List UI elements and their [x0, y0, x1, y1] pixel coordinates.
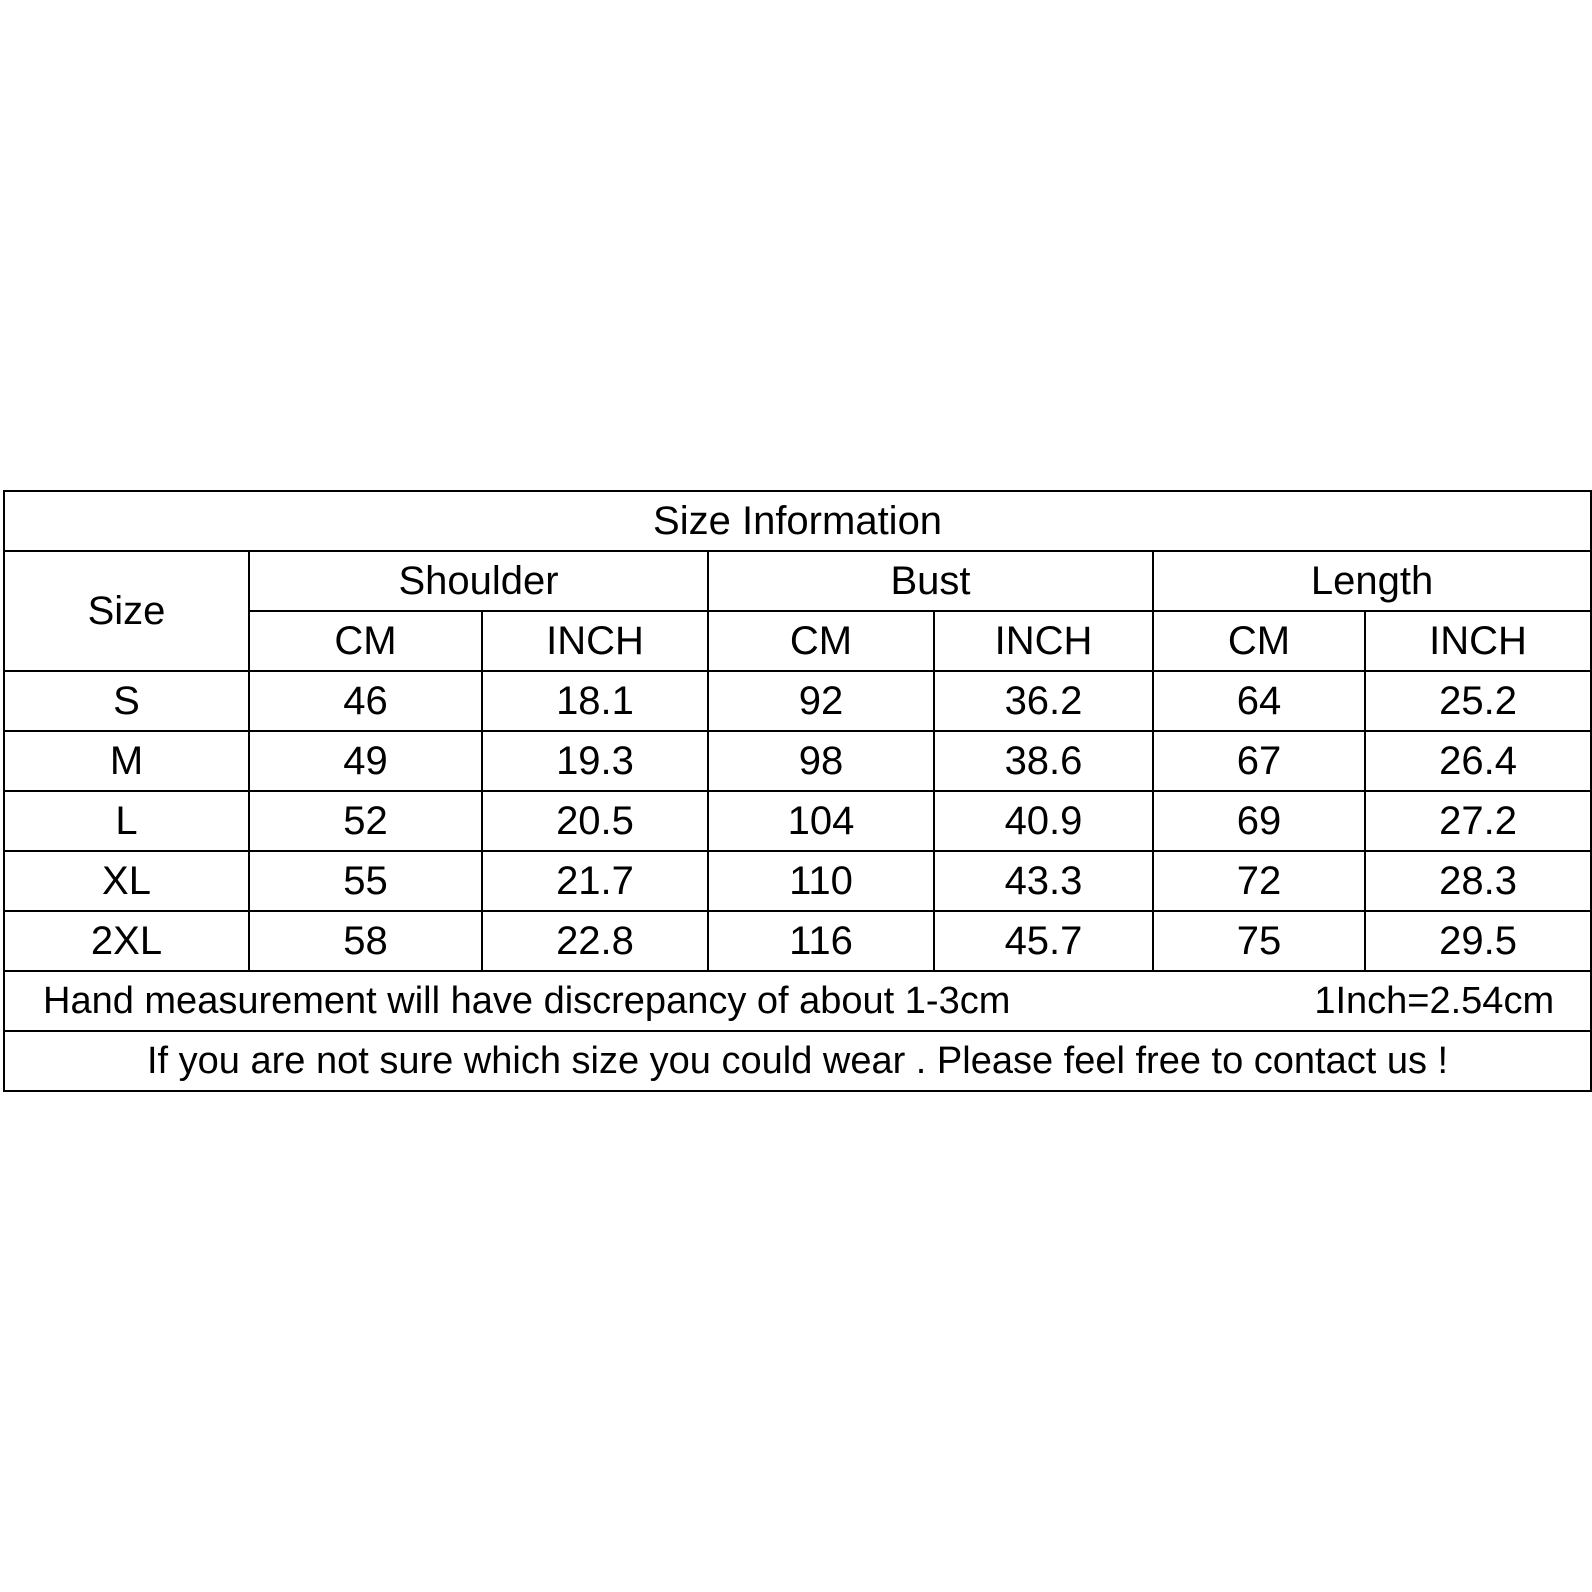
table-row	[4, 851, 1591, 911]
shoulder-cm-cell: 58	[249, 911, 482, 971]
bust-cm-cell: 110	[708, 851, 934, 911]
bust-inch-cell: 38.6	[934, 731, 1153, 791]
size-label: L	[4, 791, 249, 851]
length-group-header: Length	[1153, 551, 1591, 611]
note-cell	[4, 971, 1591, 1031]
length-inch-cell: 27.2	[1365, 791, 1591, 851]
shoulder-cm-cell: 52	[249, 791, 482, 851]
shoulder-inch-cell: 21.7	[482, 851, 708, 911]
size-label: M	[4, 731, 249, 791]
shoulder-cm-cell: 55	[249, 851, 482, 911]
length-inch-cell: 28.3	[1365, 851, 1591, 911]
bust-inch-header: INCH	[934, 611, 1153, 671]
shoulder-inch-cell: 18.1	[482, 671, 708, 731]
bust-inch-cell: 36.2	[934, 671, 1153, 731]
size-label: XL	[4, 851, 249, 911]
table-row	[4, 731, 1591, 791]
bust-group-header: Bust	[708, 551, 1153, 611]
table-row	[4, 911, 1591, 971]
shoulder-inch-cell: 22.8	[482, 911, 708, 971]
length-inch-header: INCH	[1365, 611, 1591, 671]
length-inch-cell: 25.2	[1365, 671, 1591, 731]
table-title: Size Information	[4, 491, 1591, 551]
table-row	[4, 671, 1591, 731]
size-chart-body	[4, 491, 1591, 1091]
group-header-row	[4, 551, 1591, 611]
bust-cm-header: CM	[708, 611, 934, 671]
bust-inch-cell: 40.9	[934, 791, 1153, 851]
bust-cm-cell: 98	[708, 731, 934, 791]
shoulder-cm-cell: 46	[249, 671, 482, 731]
bust-cm-cell: 104	[708, 791, 934, 851]
shoulder-inch-cell: 20.5	[482, 791, 708, 851]
length-cm-cell: 72	[1153, 851, 1365, 911]
contact-row	[4, 1031, 1591, 1091]
shoulder-cm-header: CM	[249, 611, 482, 671]
size-column-header: Size	[4, 551, 249, 671]
size-label: 2XL	[4, 911, 249, 971]
size-chart-table	[3, 490, 1592, 1092]
length-cm-header: CM	[1153, 611, 1365, 671]
bust-cm-cell: 116	[708, 911, 934, 971]
shoulder-inch-cell: 19.3	[482, 731, 708, 791]
size-label: S	[4, 671, 249, 731]
title-row	[4, 491, 1591, 551]
length-cm-cell: 75	[1153, 911, 1365, 971]
length-inch-cell: 26.4	[1365, 731, 1591, 791]
length-cm-cell: 69	[1153, 791, 1365, 851]
length-inch-cell: 29.5	[1365, 911, 1591, 971]
bust-inch-cell: 45.7	[934, 911, 1153, 971]
table-row	[4, 791, 1591, 851]
inch-conversion-note: 1Inch=2.54cm	[1314, 980, 1555, 1022]
length-cm-cell: 64	[1153, 671, 1365, 731]
shoulder-inch-header: INCH	[482, 611, 708, 671]
note-row	[4, 971, 1591, 1031]
bust-inch-cell: 43.3	[934, 851, 1153, 911]
shoulder-group-header: Shoulder	[249, 551, 708, 611]
contact-note: If you are not sure which size you could wear . Please feel free to contact us !	[4, 1031, 1591, 1091]
bust-cm-cell: 92	[708, 671, 934, 731]
measurement-note: Hand measurement will have discrepancy of about 1-3cm	[43, 980, 1011, 1022]
note-wrap	[5, 981, 1590, 1021]
shoulder-cm-cell: 49	[249, 731, 482, 791]
length-cm-cell: 67	[1153, 731, 1365, 791]
